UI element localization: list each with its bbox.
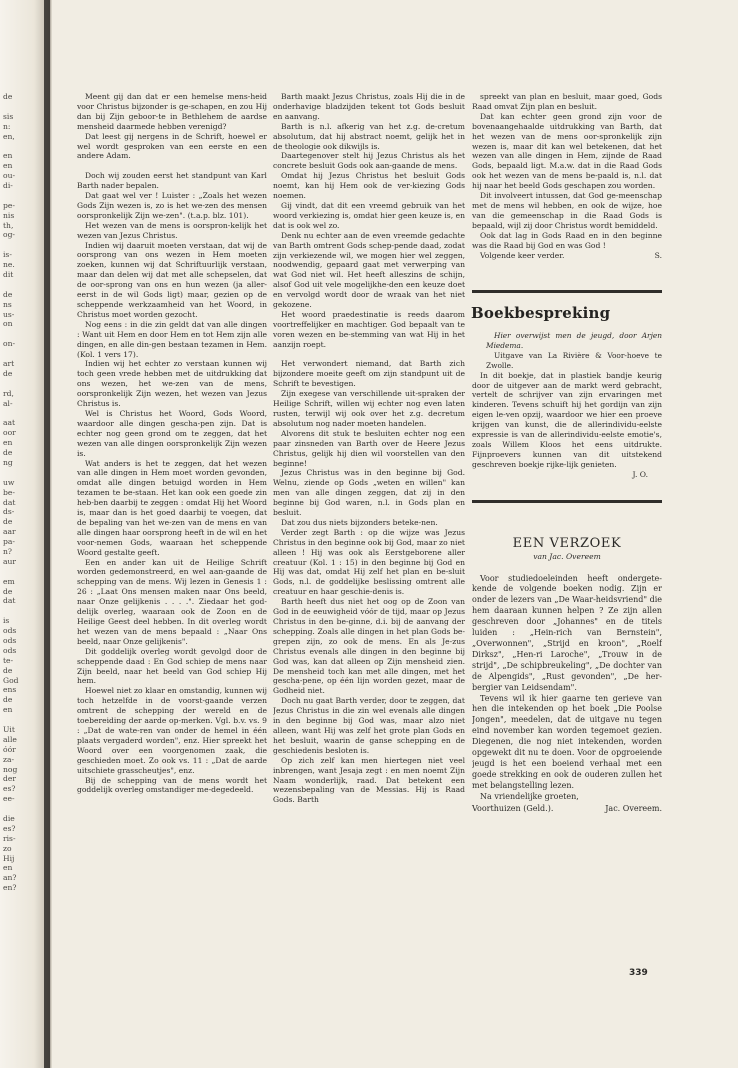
margin-fragment: [3, 409, 39, 419]
column-2-paragraph: Denk nu echter aan de even vreemde gedachte van Barth omtrent Gods schep-pende daad, zodat zijn verkiezende wil, we mogen hier wel zeggen, noodwendig, gepaard gaat met verwerping van wat God niet wil. Het heeft alleszins de schijn, alsof God uit vele mogelijkhe-den een keuze doet en vervolgd wordt door de wraak van het niet gekozene.: [273, 230, 465, 310]
verzoek-paragraph-2: Tevens wil ik hier gaarne ten gerieve van hen die intekenden op het boek „Die Poolse Jongen", meedelen, dat de uitgave nu tegen eind november kan worden tegemoet gezien. Diegenen, die nog niet intekenden, worden opgewekt dit nu te doen. Voor de opgroeiende jeugd is het een boeiend verhaal met een goede strekking en ook de ouderen zullen het met belangstelling lezen.: [472, 693, 662, 790]
margin-fragment: en?: [3, 883, 17, 893]
column-1-paragraph: Indien wij daaruit moeten verstaan, dat wij de oorsprong van ons wezen in Hem moeten zoeken, kunnen wij dat Schriftuurlijk verstaan, maar dan delen wij dat met alle schepselen, dat de oor-sprong van ons en hun wezen (ja aller-eerst in de wil Gods ligt) maar, gezien op de scheppende werkzaamheid van het Woord, in Christus moet worden gezocht.: [77, 240, 267, 319]
column-1-paragraph: Dat gaat wel ver ! Luister : „Zoals het wezen Gods Zijn wezen is, zo is het we-zen des mensen oorspronkelijk Zijn we-zen". (t.a.p. blz. 101).: [77, 191, 267, 220]
column-1-paragraph: Dit goddelijk overleg wordt gevolgd door de scheppende daad : En God schiep de mens naar Zijn beeld, naar het beeld van God schiep Hij hem.: [77, 646, 267, 686]
margin-fragment: [3, 141, 39, 151]
margin-fragment: nis: [3, 210, 15, 220]
margin-fragment: di-: [3, 181, 13, 191]
margin-fragment: de: [3, 289, 13, 299]
margin-fragment: Hij: [3, 853, 15, 863]
column-1-paragraph: Bij de schepping van de mens wordt het goddelijk overleg omstandiger me-degedeeld.: [77, 775, 267, 795]
article-sign-off: [472, 251, 662, 261]
margin-fragment: is-: [3, 250, 12, 260]
review-initials: J. O.: [632, 469, 648, 479]
column-2-paragraph: Barth heeft dus niet het oog op de Zoon van God in de eeuwigheid vóór de tijd, maar op Jezus Christus in den be-ginne, d.i. bij de aanvang der schepping. Zoals alle dingen in het plan Gods be-grepen zijn, zo ook de mens. En als Je-zus Christus evenals alle dingen in den beginne bij God was, kan dat alleen op Zijn mensheid zien. De mensheid toch kan met alle dingen, met het gescha-pene, op één lijn worden gezet, maar de Godheid niet.: [273, 597, 465, 696]
column-2-paragraph: Het verwondert niemand, dat Barth zich bijzondere moeite geeft om zijn standpunt uit de Schrift te bevestigen.: [273, 359, 465, 389]
column-1-paragraph: Indien wij het echter zo verstaan kunnen wij toch geen vrede hebben met de uitdrukking dat ons wezen, het we-zen van de mens, oorspronkelijk Zijn wezen, het wezen van Jezus Christus is.: [77, 359, 267, 409]
margin-fragment: [3, 379, 39, 389]
column-1-paragraph: Wat anders is het te zeggen, dat het wezen van alle dingen in Hem moet worden gevonden, omdat alle dingen betuigd worden in Hem tezamen te be-staan. Het kan ook een goede zin heb-ben daarbij te zeggen : omdat Hij het Woord is, maar dan is het goed daarbij te voegen, dat de bepaling van het we-zen van de mens en van alle dingen haar oorsprong heeft in de wil en het voor-nemen Gods, waaraan het scheppende Woord gestalte geeft.: [77, 458, 267, 557]
column-1-paragraph: Hoewel niet zo klaar en omstandig, kunnen wij toch hetzelfde in de voorst-gaande verzen omtrent de schepping der wereld en de toebereiding der aarde op-merken. Vgl. b.v. vs. 9 : „Dat de wate-ren van onder de hemel in één plaats vergaderd worden", enz. Hier spreekt het Woord over een voorgenomen zaak, die geschieden moet. Zo ook vs. 11 : „Dat de aarde uitschiete grasscheutjes", enz.: [77, 686, 267, 775]
margin-fragment: en: [3, 438, 13, 448]
column-1-paragraph: Dat leest gij nergens in de Schrift, hoewel er wel wordt gesproken van een eerste en een andere Adam.: [77, 131, 267, 161]
margin-fragment: de: [3, 92, 13, 101]
column-1-paragraph: Meent gij dan dat er een hemelse mens-heid voor Christus bijzonder is ge-schapen, en zou Hij dan bij Zijn geboor-te in Bethlehem de aardse mensheid daarmede hebben verenigd?: [77, 92, 267, 131]
margin-fragment: de: [3, 586, 13, 596]
column-2-paragraph: Dat zou dus niets bijzonders beteke-nen.: [281, 517, 438, 527]
margin-fragment: pe-: [3, 200, 15, 210]
margin-fragment: de: [3, 695, 13, 705]
margin-fragment: aur: [3, 556, 17, 566]
book-spine-shadow: [44, 0, 50, 1068]
margin-fragment: de: [3, 448, 13, 458]
column-1: [77, 92, 267, 795]
column-2-paragraph: Het woord praedestinatie is reeds daarom voortreffelijker en machtiger. God bepaalt van te voren wezen en be-stemming van wat Hij in het aanzijn roept.: [273, 309, 465, 349]
column-2-paragraph: Omdat hij Jezus Christus het besluit Gods noemt, kan hij Hem ook de ver-kiezing Gods noemen.: [273, 171, 465, 201]
margin-fragment: en,: [3, 131, 15, 141]
column-3-paragraph: Ook dat lag in Gods Raad en in den beginne was die Raad bij God en was God !: [472, 230, 662, 250]
margin-fragment: ou-: [3, 171, 16, 181]
article-initial: S.: [654, 250, 662, 260]
column-3-paragraph: Dat kan echter geen grond zijn voor de bovenaangehaalde uitdrukking van Barth, dat het wezen van de mens oor-spronkelijk zijn wezen is, maar dit kan wel betekenen, dat het wezen van alle dingen in Hem, zijnde de Raad Gods, bepaald ligt. M.a.w. dat in die Raad Gods ook het wezen van de mens be-paald is, n.l. dat hij naar het beeld Gods geschapen zou worden.: [472, 111, 662, 191]
margin-fragment: ng: [3, 457, 13, 467]
column-2-paragraph: Jezus Christus was in den beginne bij God. Welnu, ziende op Gods „weten en willen" kan men van alle dingen zeggen, dat zij in den beginne bij God waren, n.l. in Gods plan en besluit.: [273, 468, 465, 518]
margin-fragment: ods: [3, 635, 17, 645]
margin-fragment: de: [3, 665, 13, 675]
review-heading: Boekbespreking: [471, 304, 611, 323]
margin-fragment: en: [3, 151, 13, 161]
continued-note: Volgende keer verder.: [480, 250, 565, 260]
margin-fragment: uw: [3, 477, 15, 487]
margin-fragment: de: [3, 368, 13, 378]
margin-fragment: aar: [3, 527, 16, 537]
margin-fragment: oor: [3, 428, 16, 438]
margin-fragment: ods: [3, 645, 17, 655]
margin-fragment: dit: [3, 270, 14, 280]
margin-fragment: th,: [3, 220, 14, 230]
margin-fragment: n:: [3, 121, 11, 131]
verzoek-place: Voorthuizen (Geld.).: [472, 803, 554, 813]
margin-fragment: nog: [3, 764, 18, 774]
margin-fragment: is: [3, 616, 10, 626]
column-2-paragraph: Barth maakt Jezus Christus, zoals Hij die in de onderhavige bladzijden tekent tot Gods besluit en aanvang.: [273, 92, 465, 121]
margin-fragment: [3, 102, 39, 112]
column-2-paragraph: Verder zegt Barth : op die wijze was Jezus Christus in den beginne ook bij God, maar zo niet alleen ! Hij was ook als Eerstgeborene aller creatuur (Kol. 1 : 15) in den beginne bij God en Hij was dat, omdat Hij zelf het plan en be-sluit Gods, n.l. de goddelijke beslissing omtrent alle creatuur en haar geschie-denis is.: [273, 527, 465, 597]
verzoek-byline: van Jac. Overeem: [533, 551, 601, 561]
column-2-paragraph: Zijn exegese van verschillende uit-spraken der Heilige Schrift, willen wij echter nog even laten rusten, terwijl wij ook over het z.g. decretum absolutum nog nader moeten handelen.: [273, 389, 465, 428]
margin-fragment: [3, 606, 39, 616]
margin-fragment: God: [3, 675, 19, 685]
margin-fragment: [3, 240, 39, 250]
margin-fragment: n?: [3, 546, 12, 556]
verzoek-heading: EEN VERZOEK: [512, 535, 622, 551]
verzoek-greeting: Na vriendelijke groeten,: [480, 791, 579, 801]
column-3-paragraph: Dit involveert intussen, dat God ge-meenschap met de mens wil hebben, en ook de wijze, hoe van die gemeenschap in die Raad Gods is bepaald, wijl zij door Christus wordt bemiddeld.: [472, 191, 662, 230]
margin-fragment: ds-: [3, 507, 15, 517]
column-2-paragraph: Barth is n.l. afkerig van het z.g. de-cretum absolutum, dat hij abstract noemt, gelijk het in de theologie ook dikwijls is.: [273, 121, 465, 151]
previous-page-margin-fragments: [3, 92, 39, 893]
margin-fragment: ne.: [3, 260, 15, 270]
margin-fragment: [3, 329, 39, 339]
margin-fragment: pa-: [3, 537, 15, 547]
margin-fragment: al-: [3, 398, 13, 408]
verzoek-signature: Jac. Overeem.: [605, 803, 662, 813]
margin-fragment: der: [3, 774, 16, 784]
margin-fragment: us-: [3, 309, 15, 319]
verzoek-sign-off: [472, 803, 662, 814]
column-3-article-end: [472, 92, 662, 251]
column-3: [472, 92, 662, 814]
margin-fragment: ns: [3, 299, 12, 309]
margin-fragment: za-: [3, 754, 15, 764]
column-3-paragraph: spreekt van plan en besluit, maar goed, Gods Raad omvat Zijn plan en besluit.: [472, 92, 662, 111]
verzoek-paragraph-1: Voor studiedoeleinden heeft ondergete-kende de volgende boeken nodig. Zijn er onder de lezers van „De Waar-heidsvriend" die hem daaraan kunnen helpen ? Ze zijn allen geschreven door „Johannes" en de titels luiden : „Hein-rich van Bernstein", „Overwonnen", „Strijd en kroon", „Roelf Dirksz", „Hen-ri Laroche", „Trouw in de strijd", „De schipbreukeling", „De dochter van de Alpengids", „Rust gevonden", „De her-bergier van Leidsendam".: [472, 573, 662, 692]
margin-fragment: on: [3, 319, 13, 329]
margin-fragment: aat: [3, 418, 16, 428]
margin-fragment: ris-: [3, 833, 16, 843]
margin-fragment: [3, 191, 39, 201]
review-book-title: Hier overwijst men de jeugd, door Arjen Miedema.: [486, 331, 662, 351]
margin-fragment: te-: [3, 655, 14, 665]
margin-fragment: de: [3, 517, 13, 527]
column-1-paragraph: Doch wij zouden eerst het standpunt van Karl Barth nader bepalen.: [77, 171, 267, 191]
margin-fragment: zo: [3, 843, 12, 853]
margin-fragment: art: [3, 359, 15, 369]
column-1-paragraph: Het wezen van de mens is oorspron-kelijk het wezen van Jezus Christus.: [77, 220, 267, 240]
margin-fragment: og-: [3, 230, 15, 240]
column-2-paragraph: Daartegenover stelt hij Jezus Christus als het concrete besluit Gods ook aan-gaande de mens.: [273, 151, 465, 171]
margin-fragment: rd,: [3, 388, 14, 398]
column-1-paragraph: Wel is Christus het Woord, Gods Woord, waardoor alle dingen gescha-pen zijn. Dat is echter nog geen grond om te zeggen, dat het wezen van alle dingen oorspronkelijk Zijn wezen is.: [77, 408, 267, 458]
column-2-paragraph: Gij vindt, dat dit een vreemd gebruik van het woord verkiezing is, omdat hier geen keuze is, en dat is ook wel zo.: [273, 200, 465, 230]
margin-fragment: óór: [3, 744, 16, 754]
column-2-paragraph: Doch nu gaat Barth verder, door te zeggen, dat Jezus Christus in die zin wel evenals alle dingen in den beginne bij God was, maar alzo niet alleen, want Hij was zelf het grote plan Gods en het besluit, waarin de ganse schepping en de geschiedenis besloten is.: [273, 696, 465, 755]
margin-fragment: [3, 468, 39, 478]
margin-fragment: be-: [3, 487, 15, 497]
margin-fragment: ods: [3, 626, 17, 636]
margin-fragment: [3, 715, 39, 725]
margin-fragment: es?: [3, 784, 16, 794]
margin-fragment: [3, 804, 39, 814]
column-1-paragraph: Nog eens : in die zin geldt dat van alle dingen : Want uit Hem en door Hem en tot Hem zijn alle dingen, en alle din-gen bestaan tezamen in Hem. (Kol. 1 vers 17).: [77, 319, 267, 359]
column-1-paragraph: Een en ander kan uit de Heilige Schrift worden gedemonstreerd, en wel aan-gaande de schepping van de mens. Wij lezen in Genesis 1 : 26 : „Laat Ons mensen maken naar Ons beeld, naar Onze gelijkenis . . . .". Ziedaar het god-delijk overleg, waaraan ook de Zoon en de Heilige Geest deel hebben. In dit overleg wordt het wezen van de mens bepaald : „Naar Ons beeld, naar Onze gelijkenis".: [77, 557, 267, 646]
margin-fragment: an?: [3, 873, 17, 883]
margin-fragment: en: [3, 705, 13, 715]
margin-fragment: es?: [3, 823, 16, 833]
margin-fragment: en: [3, 161, 13, 171]
margin-fragment: sis: [3, 111, 14, 121]
margin-fragment: en: [3, 863, 13, 873]
margin-fragment: [3, 567, 39, 577]
column-2-paragraph: Op zich zelf kan men hiertegen niet veel inbrengen, want Jesaja zegt : en men noemt Zijn Naam wonderlijk, raad. Dat betekent een wezensbepaling van de Messias. Hij is Raad Gods. Barth: [273, 755, 465, 805]
margin-fragment: dat: [3, 596, 16, 606]
margin-fragment: Uit: [3, 725, 15, 734]
margin-fragment: die: [3, 814, 15, 824]
review-publisher: Uitgave van La Rivière & Voor-hoeve te Zwolle.: [486, 351, 662, 370]
column-2-paragraph: Alvorens dit stuk te besluiten echter nog een paar zinsneden van Barth over de Heere Jezus Christus, gelijk hij dien wil voorstellen van den beginne!: [273, 428, 465, 468]
page-number: 339: [629, 968, 648, 978]
margin-fragment: ee-: [3, 794, 15, 804]
margin-fragment: dat: [3, 497, 16, 507]
column-2: [273, 92, 465, 805]
margin-fragment: em: [3, 576, 15, 586]
margin-fragment: on-: [3, 339, 16, 349]
margin-fragment: ens: [3, 685, 17, 695]
margin-fragment: [3, 280, 39, 290]
margin-fragment: [3, 349, 39, 359]
margin-fragment: alle: [3, 734, 17, 744]
review-body: In dit boekje, dat in plastiek bandje keurig door de uitgever aan de markt werd gebracht, vertelt de schrijver van zijn ervaringen met kinderen. Tevens schuift hij het gordijn van zijn eigen le-ven opzij, waardoor we hier een proeve krijgen van kunst, die de allerindividu-eelste expressie is van de allerindividu-eelste emotie's, zoals Willem Kloos het eens uitdrukte. Fijnproevers kunnen van dit uitstekend geschreven boekje rijke-lijk genieten.: [472, 370, 662, 469]
